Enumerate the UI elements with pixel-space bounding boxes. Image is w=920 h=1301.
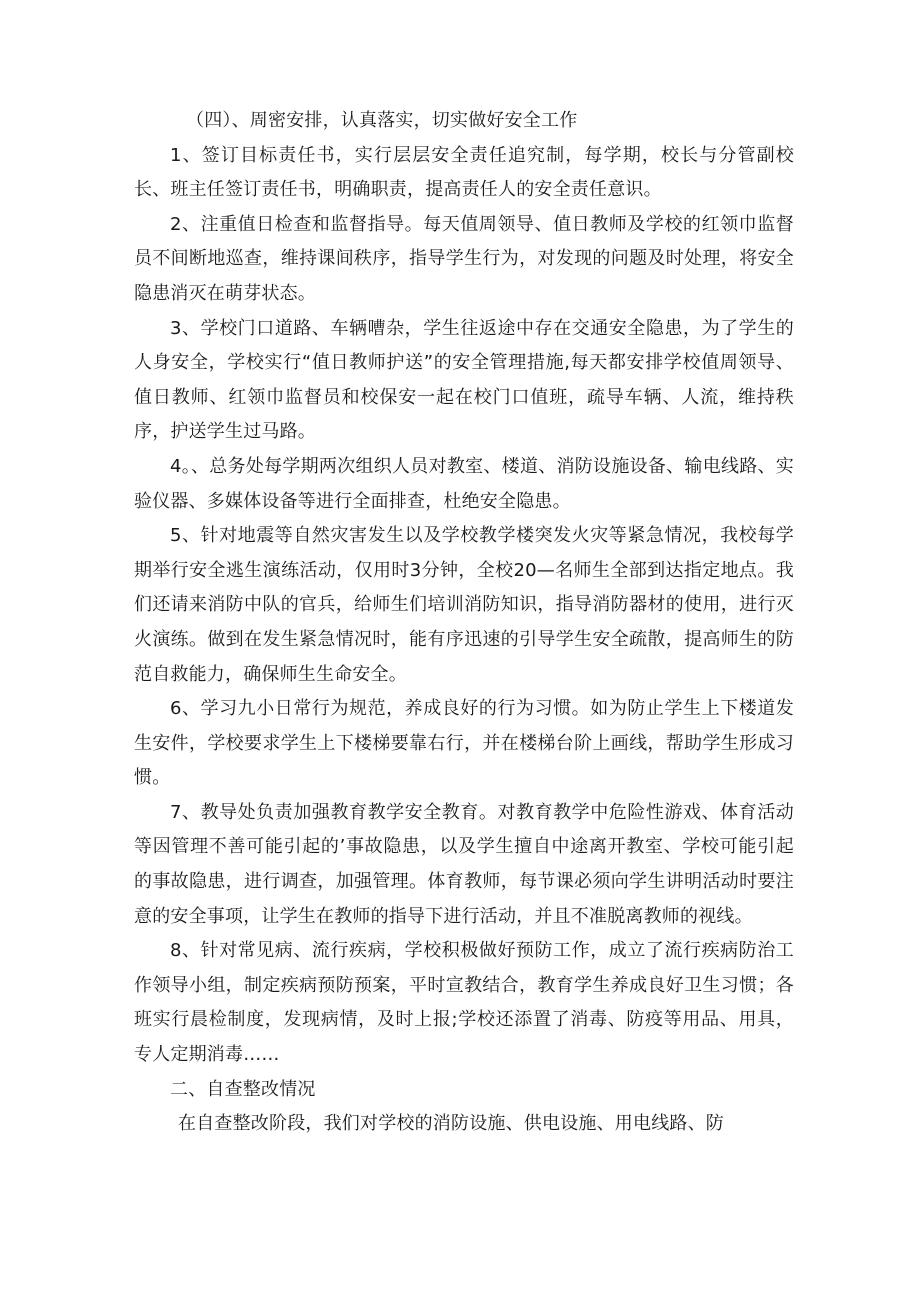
paragraph-self-inspection: 在自查整改阶段，我们对学校的消防设施、供电设施、用电线路、防 [178, 1113, 724, 1135]
paragraph-item-4: 4。、总务处每学期两次组织人员对教室、楼道、消防设施设备、输电线路、实验仪器、多媒体设备等进行全面排查，杜绝安全隐患。 [134, 455, 794, 512]
paragraph-item-7: 7、教导处负责加强教育教学安全教育。对教育教学中危险性游戏、体育活动等因管理不善可能引起的’事故隐患，以及学生擅自中途离开教室、学校可能引起的事故隐患，进行调查，加强管理。体育教师，每节课必须向学生讲明活动时要注意的安全事项，让学生在教师的指导下进行活动，并且不准脱离教师的视线。 [134, 801, 794, 927]
paragraph-item-6: 6、学习九小日常行为规范，养成良好的行为习惯。如为防止学生上下楼道发生安件，学校要求学生上下楼梯要靠右行，并在楼梯台阶上画线，帮助学生形成习惯。 [134, 698, 794, 789]
paragraph-item-3: 3、学校门口道路、车辆嘈杂，学生往返途中存在交通安全隐患，为了学生的人身安全，学校实行“值日教师护送”的安全管理措施,每天都安排学校值周领导、值日教师、红领巾监督员和校保安一起在校门口值班，疏导车辆、人流，维持秩序，护送学生过马路。 [134, 317, 794, 443]
paragraph-item-5: 5、针对地震等自然灾害发生以及学校教学楼突发火灾等紧急情况，我校每学期举行安全逃生演练活动，仅用时3分钟，全校20—名师生全部到达指定地点。我们还请来消防中队的官兵，给师生们培训消防知识，指导消防器材的使用，进行灭火演练。做到在发生紧急情况时，能有序迅速的引导学生安全疏散，提高师生的防范自救能力，确保师生生命安全。 [134, 525, 794, 685]
paragraph-item-1: 1、签订目标责任书，实行层层安全责任追究制，每学期，校长与分管副校长、班主任签订责任书，明确职责，提高责任人的安全责任意识。 [134, 144, 794, 201]
document-body [134, 104, 794, 1142]
paragraph-item-2: 2、注重值日检查和监督指导。每天值周领导、值日教师及学校的红领巾监督员不间断地巡查，维持课间秩序，指导学生行为，对发现的问题及时处理，将安全隐患消灭在萌芽状态。 [134, 213, 794, 304]
section-heading-two: 二、自查整改情况 [170, 1078, 316, 1100]
section-heading-four: （四）、周密安排，认真落实，切实做好安全工作 [186, 110, 578, 131]
paragraph-item-8: 8、针对常见病、流行疾病，学校积极做好预防工作，成立了流行疾病防治工作领导小组，制定疾病预防预案，平时宣教结合，教育学生养成良好卫生习惯；各班实行晨检制度，发现病情，及时上报;学校还添置了消毒、防疫等用品、用具，专人定期消毒…… [134, 940, 794, 1066]
